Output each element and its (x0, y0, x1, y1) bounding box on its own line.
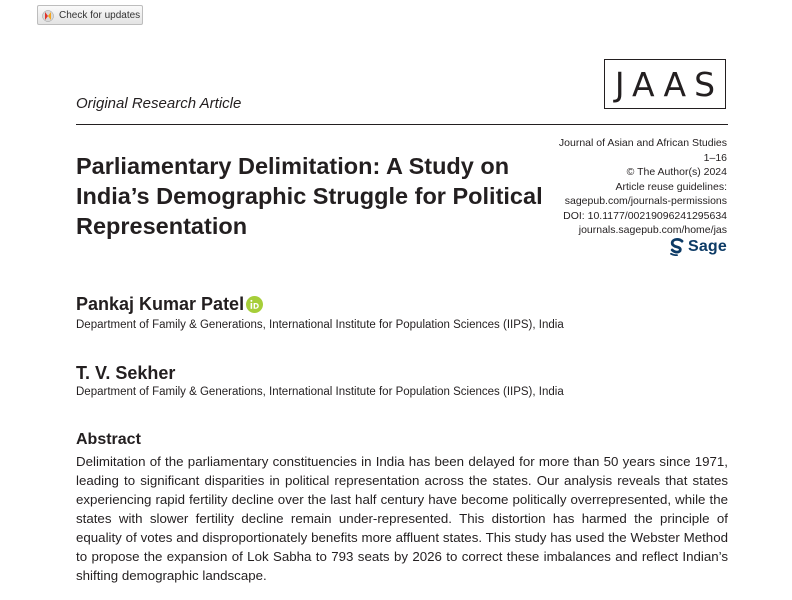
author-name (76, 363, 175, 384)
journal-homepage-link[interactable]: journals.sagepub.com/home/jas (578, 224, 727, 236)
orcid-icon[interactable] (246, 296, 263, 313)
publisher-name: Sage (687, 238, 727, 255)
journal-logo (604, 59, 726, 109)
sage-s-icon (669, 238, 685, 256)
article-title: Parliamentary Delimitation: A Study on India’s Demographic Struggle for Political Representation (76, 153, 543, 239)
author-affiliation: Department of Family & Generations, International Institute for Population Sciences (IIPS), India (76, 319, 564, 331)
doi-link[interactable]: DOI: 10.1177/00219096241295634 (563, 209, 727, 222)
abstract-text: Delimitation of the parliamentary constituencies in India has been delayed for more than 50 years since 1971, leading to significant disparities in political representation across the states. Our analysis reveals that states experiencing rapid fertility decline over the last half century have become politically overrepresented, while the states with slower fertility decline remain under-represented. This distortion has harmed the principle of equality of votes and disproportionately benefits more affluent states. This study has used the Webster Method to propose the expansion of Lok Sabha to 793 seats by 2026 to correct these imbalances and reflect Indian’s shifting demographic landscape. (76, 454, 728, 583)
article-metadata (559, 136, 727, 238)
check-for-updates-label: Check for updates (59, 9, 141, 21)
abstract-heading: Abstract (76, 431, 141, 448)
page-range: 1–16 (703, 151, 727, 164)
journal-name: Journal of Asian and African Studies (558, 137, 727, 149)
author-affiliation: Department of Family & Generations, International Institute for Population Sciences (IIPS), India (76, 386, 564, 398)
header-divider (76, 124, 728, 125)
article-type: Original Research Article (76, 95, 242, 112)
reuse-guidelines-label: Article reuse guidelines: (615, 180, 727, 193)
journal-logo-text: JAAS (614, 64, 724, 104)
author-name (76, 294, 263, 315)
publisher-logo (669, 238, 727, 256)
author-name-text: Pankaj Kumar Patel (76, 294, 245, 314)
check-for-updates-button[interactable] (37, 5, 143, 25)
crossmark-icon (42, 9, 54, 21)
author-name-text: T. V. Sekher (76, 363, 176, 383)
copyright-notice: © The Author(s) 2024 (626, 166, 727, 178)
reuse-guidelines-link[interactable]: sagepub.com/journals-permissions (564, 195, 727, 207)
